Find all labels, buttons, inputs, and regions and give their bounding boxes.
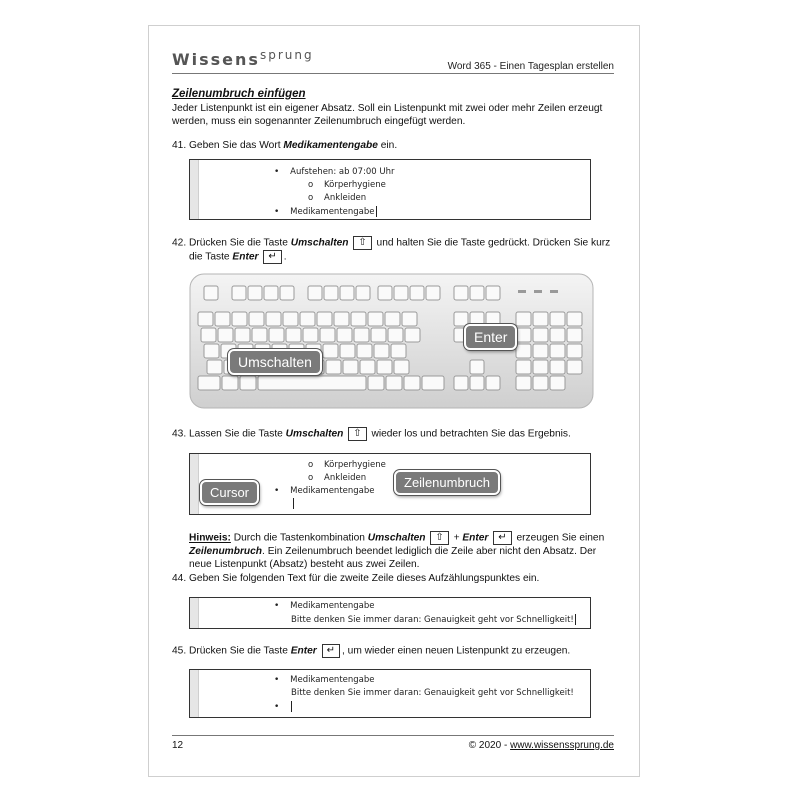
keyboard-key [516, 328, 531, 342]
keyboard-key [235, 328, 250, 342]
keyboard-key [550, 328, 565, 342]
keyboard-key [374, 344, 389, 358]
keyboard-key [323, 344, 338, 358]
keyboard-key [249, 312, 264, 326]
keyboard-key [351, 312, 366, 326]
keyboard-key [486, 376, 500, 390]
list-item-line-2: Bitte denken Sie immer daran: Genauigkeit geht vor Schnelligkeit! [291, 615, 574, 625]
keyboard-key [368, 312, 383, 326]
keyboard-key [198, 312, 213, 326]
keyboard-key [567, 344, 582, 358]
text-cursor [575, 614, 576, 625]
keyboard-key [516, 360, 531, 374]
keyboard-key [470, 360, 484, 374]
list-item: Ankleiden [324, 193, 367, 203]
keyboard-key [533, 344, 548, 358]
keyboard-key [368, 376, 384, 390]
screenshot-list-1: • Aufstehen: ab 07:00 Uhr o Körperhygiene o Ankleiden • Medikamentengabe [189, 159, 591, 220]
step-42-line-2: die Taste Enter ↵ . [189, 251, 287, 263]
list-item: Körperhygiene [324, 180, 386, 190]
keyboard-key [550, 376, 565, 390]
header-rule [172, 73, 614, 74]
keyboard-key [454, 286, 468, 300]
keyboard-key [280, 286, 294, 300]
keyboard-key [218, 328, 233, 342]
enter-arrow-icon: ↵ [263, 250, 281, 264]
hint-line-3: neue Listenpunkt (Absatz) besteht aus zwei Zeilen. [189, 559, 420, 570]
indicator-light [518, 290, 526, 293]
keyboard-key [378, 286, 392, 300]
keyboard-key [516, 344, 531, 358]
list-item: Aufstehen: ab 07:00 Uhr [290, 167, 395, 177]
keyboard-key [422, 376, 444, 390]
screenshot-list-2: o Körperhygiene o Ankleiden • Medikamentengabe Cursor Zeilenumbruch [189, 453, 591, 515]
logo: Wissens$^{sprung}$ [172, 48, 314, 69]
intro-line-2: werden, muss ein sogenannter Zeilenumbruch eingefügt werden. [172, 116, 466, 127]
page-number: 12 [172, 740, 184, 751]
hint-line-2: Zeilenumbruch. Ein Zeilenumbruch beendet lediglich die Zeile aber nicht den Absatz. Der [189, 546, 597, 557]
keyboard-key [201, 328, 216, 342]
keyboard-key [240, 376, 256, 390]
keyboard-key [516, 312, 531, 326]
keyboard-key [320, 328, 335, 342]
keyboard-key [550, 360, 565, 374]
keyboard-key [340, 286, 354, 300]
callout-zeilenumbruch: Zeilenumbruch [394, 470, 500, 495]
keyboard-key [516, 376, 531, 390]
keyboard-key [405, 328, 420, 342]
list-item: Medikamentengabe [290, 601, 375, 611]
enter-arrow-icon: ↵ [493, 531, 511, 545]
keyboard-key [337, 328, 352, 342]
keyboard-key [394, 286, 408, 300]
keyboard-key [550, 344, 565, 358]
keyboard-key [324, 286, 338, 300]
shift-arrow-icon: ⇧ [348, 427, 366, 441]
keyboard-key [269, 328, 284, 342]
keyboard-key [266, 312, 281, 326]
keyboard-key [264, 286, 278, 300]
keyboard-key [303, 328, 318, 342]
header-title: Word 365 - Einen Tagesplan erstellen [447, 61, 614, 72]
text-cursor [291, 701, 292, 712]
keyboard-image [188, 272, 595, 410]
footer-rule [172, 735, 614, 736]
keyboard-key [533, 328, 548, 342]
keyboard-key [286, 328, 301, 342]
keyboard-key [454, 376, 468, 390]
indicator-light [550, 290, 558, 293]
step-42: 42. Drücken Sie die Taste Umschalten ⇧ und halten Sie die Taste gedrückt. Drücken Sie kurz [172, 237, 611, 249]
section-heading: Zeilenumbruch einfügen [172, 88, 306, 100]
keyboard-key [550, 312, 565, 326]
keyboard-key [404, 376, 420, 390]
keyboard-key [283, 312, 298, 326]
keyboard-key [204, 286, 218, 300]
keyboard-key [343, 360, 358, 374]
intro-line-1: Jeder Listenpunkt ist ein eigener Absatz. Soll ein Listenpunkt mit zwei oder mehr Zeilen erzeugt [172, 103, 603, 114]
text-cursor [293, 498, 294, 509]
keyboard-key [394, 360, 409, 374]
keyboard-key [377, 360, 392, 374]
keyboard-key [533, 360, 548, 374]
footer-copyright: © 2020 - www.wissenssprung.de [468, 740, 614, 751]
callout-cursor: Cursor [200, 480, 259, 505]
keyboard-key [470, 286, 484, 300]
keyboard-key [308, 286, 322, 300]
keyboard-key [402, 312, 417, 326]
keyboard-key [354, 328, 369, 342]
list-item: Medikamentengabe [290, 207, 375, 217]
callout-enter: Enter [464, 324, 517, 350]
keyboard-key [340, 344, 355, 358]
keyboard-key [300, 312, 315, 326]
step-44: 44. Geben Sie folgenden Text für die zweite Zeile dieses Aufzählungspunktes ein. [172, 573, 540, 584]
shift-arrow-icon: ⇧ [430, 531, 448, 545]
keyboard-key [334, 312, 349, 326]
keyboard-key [386, 376, 402, 390]
keyboard-key [356, 286, 370, 300]
screenshot-list-3: • Medikamentengabe Bitte denken Sie immer daran: Genauigkeit geht vor Schnelligkeit! [189, 597, 591, 629]
list-item: Medikamentengabe [290, 486, 375, 496]
keyboard-key [204, 344, 219, 358]
keyboard-key [215, 312, 230, 326]
hint-line-1: Hinweis: Durch die Tastenkombination Umschalten ⇧ + Enter ↵ erzeugen Sie einen [189, 532, 605, 544]
keyboard-key [232, 312, 247, 326]
text-cursor [376, 206, 377, 217]
screenshot-list-4: • Medikamentengabe Bitte denken Sie immer daran: Genauigkeit geht vor Schnelligkeit! • [189, 669, 591, 718]
keyboard-key [317, 312, 332, 326]
keyboard-key [198, 376, 220, 390]
keyboard-key [567, 328, 582, 342]
keyboard-key [326, 360, 341, 374]
keyboard-key [388, 328, 403, 342]
keyboard-key [567, 360, 582, 374]
keyboard-key [371, 328, 386, 342]
callout-umschalten: Umschalten [228, 349, 322, 375]
keyboard-key [567, 312, 582, 326]
list-item-line-2: Bitte denken Sie immer daran: Genauigkeit geht vor Schnelligkeit! [291, 688, 574, 698]
keyboard-key [232, 286, 246, 300]
list-item: Körperhygiene [324, 460, 386, 470]
step-45: 45. Drücken Sie die Taste Enter ↵ , um wieder einen neuen Listenpunkt zu erzeugen. [172, 645, 571, 657]
step-43: 43. Lassen Sie die Taste Umschalten ⇧ wieder los und betrachten Sie das Ergebnis. [172, 428, 571, 440]
keyboard-key [357, 344, 372, 358]
website-link[interactable]: www.wissenssprung.de [510, 740, 614, 751]
keyboard-key [533, 376, 548, 390]
keyboard-key [258, 376, 366, 390]
list-item: Ankleiden [324, 473, 367, 483]
keyboard-key [470, 376, 484, 390]
keyboard-key [391, 344, 406, 358]
keyboard-key [426, 286, 440, 300]
keyboard-key [222, 376, 238, 390]
keyboard-key [385, 312, 400, 326]
keyboard-key [252, 328, 267, 342]
enter-arrow-icon: ↵ [322, 644, 340, 658]
list-item: Medikamentengabe [290, 675, 375, 685]
indicator-light [534, 290, 542, 293]
keyboard-key [410, 286, 424, 300]
keyboard-graphic [188, 272, 595, 410]
keyboard-key [207, 360, 222, 374]
keyboard-key [360, 360, 375, 374]
keyboard-key [248, 286, 262, 300]
shift-arrow-icon: ⇧ [353, 236, 371, 250]
keyboard-key [533, 312, 548, 326]
keyboard-key [486, 286, 500, 300]
step-41: 41. Geben Sie das Wort Medikamentengabe ein. [172, 140, 398, 151]
